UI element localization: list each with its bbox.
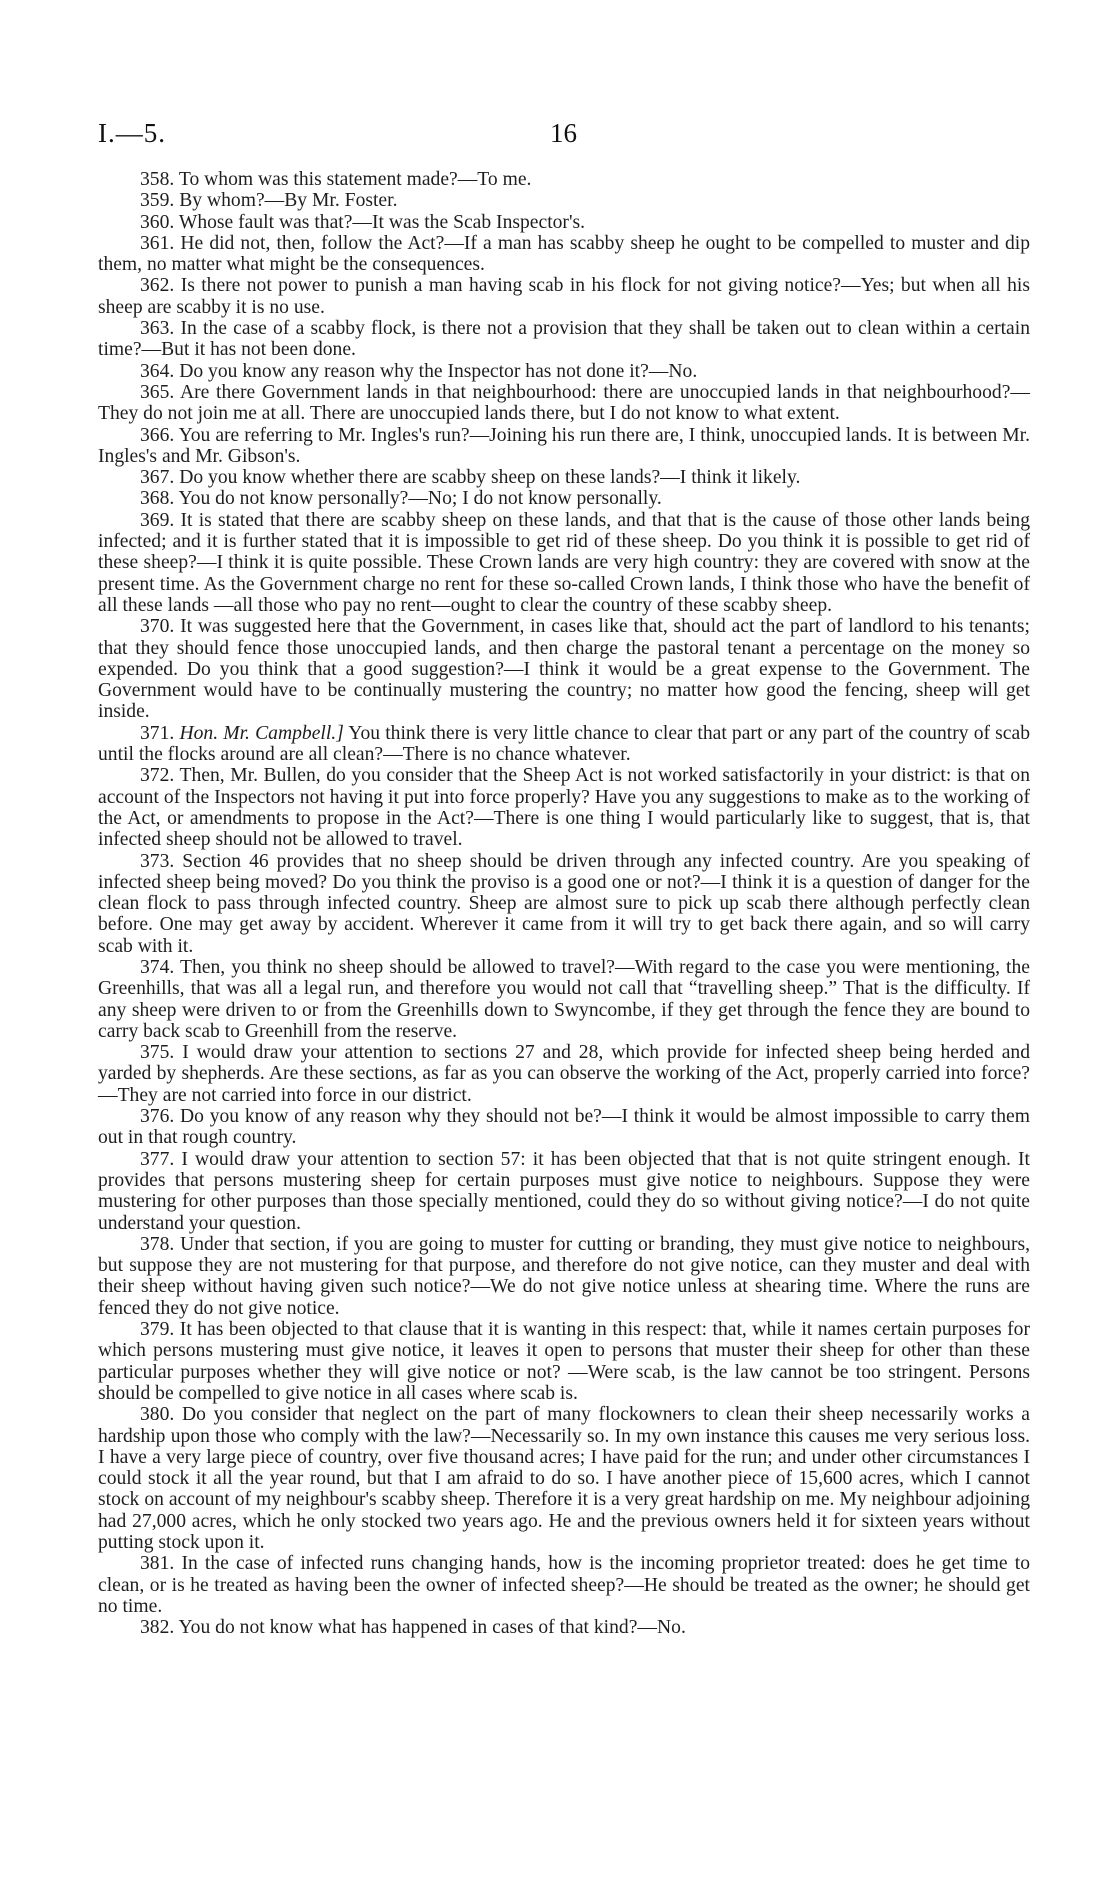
- question-answer-text: You do not know personally?—No; I do not know personally.: [178, 488, 662, 510]
- question-paragraph: [98, 467, 1030, 488]
- question-paragraph: [98, 1106, 1030, 1149]
- question-number: 363.: [140, 318, 175, 340]
- question-number: 367.: [140, 467, 175, 489]
- question-answer-text: You are referring to Mr. Ingles's run?—Joining his run there are, I think, unoccupied lands. It is between Mr. Ingles's and Mr. Gibson's.: [98, 424, 1030, 467]
- question-answer-text: Do you know any reason why the Inspector has not done it?—No.: [179, 360, 698, 382]
- question-answer-text: To whom was this statement made?—To me.: [178, 169, 532, 190]
- question-paragraph: [98, 361, 1030, 382]
- question-number: 376.: [140, 1106, 175, 1128]
- question-answer-text: Are there Government lands in that neighbourhood: there are unoccupied lands in that neighbourhood?—They do not join me at all. There are unoccupied lands there, but I do not know to what extent.: [98, 381, 1030, 425]
- question-answer-text: You do not know what has happened in cases of that kind?—No.: [178, 1617, 686, 1639]
- question-paragraph: [98, 318, 1030, 361]
- question-number: 368.: [140, 488, 175, 510]
- question-answer-text: I would draw your attention to section 57: it has been objected that that is not quite stringent enough. It provides that persons mustering sheep for certain purposes must give notice to neighbours. Suppose they were mustering for other purposes than those specially mentioned, could they do so without giving notice?—I do not quite understand your question.: [98, 1148, 1030, 1234]
- question-paragraph: [98, 957, 1030, 1042]
- question-number: 378.: [140, 1233, 175, 1255]
- question-number: 369.: [140, 509, 175, 531]
- question-number: 358.: [140, 169, 175, 190]
- question-paragraph: [98, 1617, 1030, 1638]
- question-paragraph: [98, 1234, 1030, 1319]
- question-paragraph: [98, 212, 1030, 233]
- question-paragraph: [98, 851, 1030, 957]
- question-answer-text: He did not, then, follow the Act?—If a man has scabby sheep he ought to be compelled to muster and dip them, no matter what might be the consequences.: [98, 232, 1031, 276]
- question-number: 365.: [140, 381, 175, 403]
- document-reference: I.—5.: [98, 118, 166, 148]
- question-paragraph: [98, 723, 1030, 766]
- question-number: 360.: [140, 211, 175, 233]
- question-answer-text: In the case of a scabby flock, is there not a provision that they shall be taken out to clean within a certain time?—But it has not been done.: [98, 318, 1030, 361]
- question-number: 366.: [140, 424, 175, 446]
- question-answer-text: Is there not power to punish a man having scab in his flock for not giving notice?—Yes; but when all his sheep are scabby it is no use.: [98, 275, 1030, 318]
- question-answer-text: Under that section, if you are going to muster for cutting or branding, they must give notice to neighbours, but suppose they are not mustering for that purpose, and therefore do not give notice, can they muster and deal with their sheep without having given such notice?—We do not give notice unless at shearing time. Where the runs are fenced they do not give notice.: [98, 1233, 1030, 1319]
- question-number: 381.: [140, 1553, 175, 1575]
- question-answer-text: It was suggested here that the Government, in cases like that, should act the part of landlord to his tenants; that they should fence those unoccupied lands, and then charge the pastoral tenant a percentage on the money so expended. Do you think that a good suggestion?—I think it would be a great expense to the Government. The Government would have to be continually mustering the country; no matter how good the fencing, sheep will get inside.: [98, 616, 1031, 723]
- question-answer-text: Do you consider that neglect on the part of many flockowners to clean their sheep necessarily works a hardship upon those who comply with the law?—Necessarily so. In my own instance this causes me very serious loss. I have a very large piece of country, over five thousand acres; I have paid for the run; and under other circumstances I could stock it all the year round, but that I am afraid to do so. I have another piece of 15,600 acres, which I cannot stock on account of my neighbour's scabby sheep. Therefore it is a very great hardship on me. My neighbour adjoining had 27,000 acres, which he only stocked two years ago. He and the previous owners held it for sixteen years without putting stock upon it.: [98, 1404, 1030, 1553]
- question-paragraph: [98, 488, 1030, 509]
- question-paragraph: [98, 1319, 1030, 1404]
- question-answer-text: By whom?—By Mr. Foster.: [179, 190, 398, 212]
- question-number: 370.: [140, 616, 175, 638]
- question-answer-text: Section 46 provides that no sheep should be driven through any infected country. Are you speaking of infected sheep being moved? Do you think the proviso is a good one or not?—I think it is a question of danger for the clean flock to pass through infected country. Sheep are almost sure to pick up scab there although perfectly clean before. One may get away by accident. Wherever it came from it will try to get back there again, and so will carry scab with it.: [98, 850, 1030, 957]
- question-paragraph: [98, 510, 1030, 616]
- question-number: 380.: [140, 1404, 175, 1426]
- question-number: 362.: [140, 275, 175, 297]
- question-number: 374.: [140, 956, 175, 978]
- question-paragraph: [98, 765, 1030, 850]
- question-number: 372.: [140, 765, 175, 787]
- speaker-label: Hon. Mr. Campbell.]: [179, 722, 344, 744]
- question-paragraph: [98, 233, 1030, 276]
- question-number: 371.: [140, 722, 175, 744]
- question-paragraph: [98, 1042, 1030, 1106]
- question-paragraph: [98, 169, 1030, 190]
- question-paragraph: [98, 1553, 1030, 1617]
- question-paragraph: [98, 275, 1030, 318]
- question-number: 382.: [140, 1617, 175, 1639]
- question-answer-text: In the case of infected runs changing hands, how is the incoming proprietor treated: does he get time to clean, or is he treated as having been the owner of infected sheep?—He should be treated as the owner; he should get no time.: [98, 1553, 1030, 1617]
- question-answer-text: I would draw your attention to sections 27 and 28, which provide for infected sheep being herded and yarded by shepherds. Are these sections, as far as you can observe the working of the Act, properly carried into force?—They are not carried into force in our district.: [98, 1042, 1030, 1106]
- page-number: 16: [550, 118, 577, 148]
- question-answer-text: Do you know of any reason why they should not be?—I think it would be almost impossible to carry them out in that rough country.: [98, 1106, 1030, 1149]
- question-answer-text: Then, you think no sheep should be allowed to travel?—With regard to the case you were mentioning, the Greenhills, that was all a legal run, and therefore you would not call that “travelling sheep.” That is the difficulty. If any sheep were driven to or from the Greenhills down to Swyncombe, if they get through the fence they are bound to carry back scab to Greenhill from the reserve.: [98, 956, 1030, 1042]
- question-answer-text: Whose fault was that?—It was the Scab Inspector's.: [178, 211, 586, 233]
- question-paragraph: [98, 1404, 1030, 1553]
- testimony-body: [98, 169, 1030, 1638]
- question-answer-text: You think there is very little chance to clear that part or any part of the country of scab until the flocks around are all clean?—There is no chance whatever.: [98, 722, 1030, 766]
- question-number: 364.: [140, 360, 175, 382]
- question-answer-text: Do you know whether there are scabby sheep on these lands?—I think it likely.: [179, 467, 801, 489]
- question-number: 359.: [140, 190, 175, 212]
- question-paragraph: [98, 1149, 1030, 1234]
- question-answer-text: It is stated that there are scabby sheep on these lands, and that that is the cause of those other lands being infected; and it is further stated that it is impossible to get rid of these sheep. Do you think it is possible to get rid of these sheep?—I think it is quite possible. These Crown lands are very high country: they are covered with snow at the present time. As the Government charge no rent for these so-called Crown lands, I think those who have the benefit of all these lands —all those who pay no rent—ought to clear the country of these scabby sheep.: [98, 509, 1030, 616]
- question-paragraph: [98, 190, 1030, 211]
- question-number: 375.: [140, 1042, 175, 1064]
- page-header: [98, 118, 1032, 152]
- question-number: 361.: [140, 232, 175, 254]
- question-answer-text: It has been objected to that clause that it is wanting in this respect: that, while it names certain purposes for which persons mustering must give notice, it leaves it open to persons that muster their sheep for other than these particular purposes whether they will give notice or not? —Were scab, is the law cannot be too stringent. Persons should be compelled to give notice in all cases where scab is.: [98, 1319, 1031, 1404]
- question-paragraph: [98, 382, 1030, 425]
- question-number: 373.: [140, 850, 175, 872]
- question-number: 377.: [140, 1148, 175, 1170]
- question-paragraph: [98, 616, 1030, 722]
- question-paragraph: [98, 425, 1030, 468]
- question-number: 379.: [140, 1319, 175, 1341]
- question-answer-text: Then, Mr. Bullen, do you consider that the Sheep Act is not worked satisfactorily in your district: is that on account of the Inspectors not having it put into force properly? Have you any suggestions to make as to the working of the Act, or amendments to propose in the Act?—There is one thing I would particularly like to suggest, that is, that infected sheep should not be allowed to travel.: [98, 765, 1030, 851]
